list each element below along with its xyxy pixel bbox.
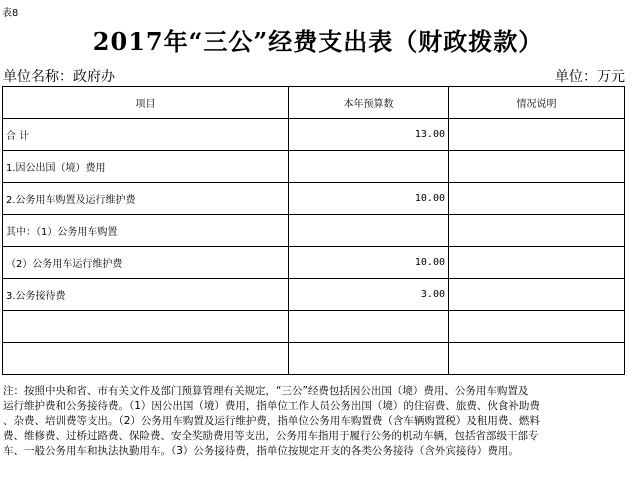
row-item-label: 3.公务接待费: [3, 279, 289, 311]
row-budget-value: [289, 215, 449, 247]
table-row: [3, 343, 625, 375]
row-note: [449, 247, 625, 279]
row-item-label: [3, 343, 289, 375]
column-header-budget: 本年预算数: [289, 87, 449, 119]
column-header-item: 项目: [3, 87, 289, 119]
table-row: [3, 215, 625, 247]
row-note: [449, 215, 625, 247]
row-item-label: 其中：（1）公务用车购置: [3, 215, 289, 247]
footnote: [3, 384, 631, 459]
row-item-label: 2.公务用车购置及运行维护费: [3, 183, 289, 215]
row-budget-value: 13.00: [289, 119, 449, 151]
row-item-label: 1.因公出国（境）费用: [3, 151, 289, 183]
footnote-line: 车、一般公务用车和执法执勤用车。（3）公务接待费，指单位按规定开支的各类公务接待（含外宾接待）费用。: [3, 445, 519, 457]
expense-table: [2, 86, 625, 375]
row-note: [449, 343, 625, 375]
row-item-label: [3, 311, 289, 343]
footnote-line: 、杂费、培训费等支出。（2）公务用车购置及运行维护费，指单位公务用车购置费（含车辆购置税）及租用费、燃料: [3, 415, 540, 427]
row-note: [449, 279, 625, 311]
row-note: [449, 183, 625, 215]
table-row: [3, 183, 625, 215]
table-row: [3, 311, 625, 343]
column-header-notes: 情况说明: [449, 87, 625, 119]
row-item-label: 合 计: [3, 119, 289, 151]
row-budget-value: 3.00: [289, 279, 449, 311]
row-note: [449, 119, 625, 151]
row-note: [449, 311, 625, 343]
table-row: [3, 247, 625, 279]
table-header-row: [3, 87, 625, 119]
unit-row: [3, 66, 625, 86]
table-row: [3, 279, 625, 311]
row-budget-value: 10.00: [289, 183, 449, 215]
row-budget-value: [289, 151, 449, 183]
table-row: [3, 151, 625, 183]
table-number-tag: 表8: [2, 8, 19, 19]
row-item-label: （2）公务用车运行维护费: [3, 247, 289, 279]
currency-unit-label: 单位：万元: [555, 69, 625, 85]
row-budget-value: [289, 311, 449, 343]
row-budget-value: 10.00: [289, 247, 449, 279]
footnote-line: 运行维护费和公务接待费。（1）因公出国（境）费用，指单位工作人员公务出国（境）的住宿费、旅费、伙食补助费: [3, 400, 540, 412]
footnote-line: 注：按照中央和省、市有关文件及部门预算管理有关规定，“三公”经费包括因公出国（境）费用、公务用车购置及: [3, 385, 529, 397]
footnote-line: 费、维修费、过桥过路费、保险费、安全奖励费用等支出，公务用车指用于履行公务的机动车辆，包括省部级干部专: [3, 430, 539, 442]
table-row: [3, 119, 625, 151]
row-budget-value: [289, 343, 449, 375]
unit-name-label: 单位名称：政府办: [3, 69, 115, 85]
page-title: 2017年“三公”经费支出表（财政拨款）: [92, 27, 544, 56]
row-note: [449, 151, 625, 183]
